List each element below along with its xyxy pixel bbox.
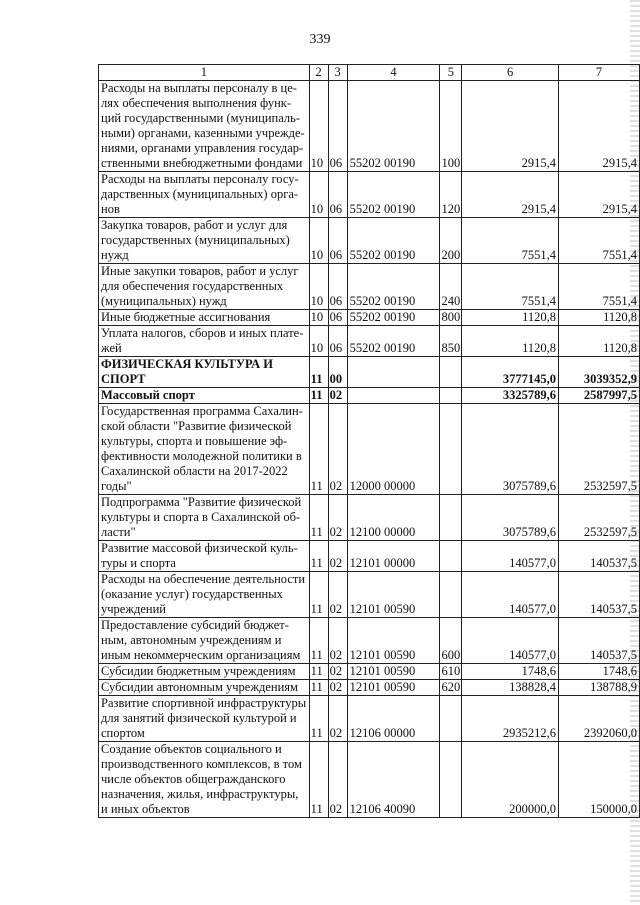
section-code-cell: 11 <box>309 680 328 696</box>
target-article-cell <box>347 357 440 388</box>
expense-type-cell: 200 <box>440 218 462 264</box>
page-number: 339 <box>309 32 331 47</box>
subsection-code-cell: 02 <box>328 388 347 404</box>
amount-2022-cell: 1120,8 <box>559 310 640 326</box>
amount-2021-cell: 200000,0 <box>462 742 559 818</box>
subsection-code-cell: 02 <box>328 664 347 680</box>
table-row <box>99 172 640 218</box>
amount-2022-cell: 1748,6 <box>559 664 640 680</box>
subsection-code-cell: 02 <box>328 680 347 696</box>
section-code-cell: 11 <box>309 664 328 680</box>
subsection-code-cell: 02 <box>328 742 347 818</box>
expense-type-cell: 800 <box>441 310 461 324</box>
amount-2021-cell: 138828,4 <box>462 680 559 696</box>
row-name-cell: Создание объектов социального и производственного комплексов, в том числе объектов общегражданского назначения, жилья, инфраструктуры, и иных объектов <box>99 742 310 818</box>
section-code-cell: 11 <box>309 404 328 495</box>
subsection-code-cell: 00 <box>328 357 347 388</box>
expense-type-cell: 850 <box>440 326 462 357</box>
amount-2021-cell: 1748,6 <box>462 664 559 680</box>
amount-2022-cell: 2915,4 <box>559 172 640 218</box>
amount-2021-cell: 3325789,6 <box>462 388 559 404</box>
expense-type-cell <box>440 696 462 742</box>
section-code-cell: 10 <box>309 81 328 172</box>
amount-2021-cell: 3075789,6 <box>462 495 559 541</box>
header-cell: 4 <box>347 65 440 81</box>
table-row <box>99 218 640 264</box>
row-name-cell: Иные бюджетные ассигнования <box>99 310 310 326</box>
table-row <box>99 618 640 664</box>
section-code-cell: 10 <box>309 264 328 310</box>
row-name-cell: Субсидии бюджетным учреждениям <box>99 664 310 680</box>
section-code-cell: 11 <box>309 696 328 742</box>
row-name-cell: Развитие массовой физической куль- туры и спорта <box>99 541 310 572</box>
amount-2021-cell: 3075789,6 <box>462 404 559 495</box>
expense-type-cell: 240 <box>440 264 462 310</box>
amount-2021-cell: 1120,8 <box>462 326 559 357</box>
amount-2022-cell: 2915,4 <box>559 81 640 172</box>
header-cell: 6 <box>462 65 559 81</box>
row-name-cell: Государственная программа Сахалин- ской области "Развитие физической культуры, спорта и повышение эф- фективности молодежной политики в Сахалинской области на 2017-2022 годы" <box>99 404 310 495</box>
table-row <box>99 388 640 404</box>
expense-type-cell <box>440 388 462 404</box>
target-article-cell: 55202 00190 <box>347 81 440 172</box>
table-row <box>99 541 640 572</box>
table-row <box>99 742 640 818</box>
section-code-cell: 10 <box>309 218 328 264</box>
section-code-cell: 10 <box>309 310 328 326</box>
row-name-cell: Расходы на выплаты персоналу госу- дарственных (муниципальных) орга- нов <box>99 172 310 218</box>
section-code-cell: 11 <box>309 618 328 664</box>
row-name-cell: Расходы на выплаты персоналу в це- лях обеспечения выполнения функ- ций государственными (муниципаль- ными) органами, казенными учрежде- ниями, органами управления государ- ственными внебюджетными фондами <box>99 81 310 172</box>
section-code-cell: 11 <box>309 388 328 404</box>
expense-type-cell: 620 <box>441 680 461 694</box>
target-article-cell: 12106 00000 <box>347 696 440 742</box>
expense-type-cell: 610 <box>441 664 461 678</box>
subsection-code-cell: 02 <box>328 541 347 572</box>
subsection-code-cell: 06 <box>328 310 347 326</box>
target-article-cell: 55202 00190 <box>347 172 440 218</box>
row-name-cell: Подпрограмма "Развитие физической культуры и спорта в Сахалинской об- ласти" <box>99 495 310 541</box>
target-article-cell: 12101 00000 <box>347 541 440 572</box>
subsection-code-cell: 06 <box>328 264 347 310</box>
amount-2022-cell: 140537,5 <box>559 572 640 618</box>
amount-2022-cell: 140537,5 <box>559 618 640 664</box>
table-row <box>99 357 640 388</box>
amount-2022-cell: 1120,8 <box>559 326 640 357</box>
amount-2021-cell: 3777145,0 <box>462 357 559 388</box>
row-name-cell: Закупка товаров, работ и услуг для государственных (муниципальных) нужд <box>99 218 310 264</box>
table-row <box>99 495 640 541</box>
target-article-cell: 12101 00590 <box>347 680 440 696</box>
table-row <box>99 572 640 618</box>
table-row <box>99 664 640 680</box>
target-article-cell: 55202 00190 <box>347 326 440 357</box>
expense-type-cell <box>440 742 462 818</box>
amount-2021-cell: 2915,4 <box>462 81 559 172</box>
subsection-code-cell: 02 <box>328 696 347 742</box>
amount-2021-cell: 2915,4 <box>462 172 559 218</box>
expense-type-cell <box>440 572 462 618</box>
amount-2021-cell: 140577,0 <box>462 541 559 572</box>
amount-2021-cell: 7551,4 <box>462 218 559 264</box>
expense-type-cell: 600 <box>440 618 462 664</box>
table-row <box>99 680 640 696</box>
row-name-cell: Иные закупки товаров, работ и услуг для обеспечения государственных (муниципальных) нужд <box>99 264 310 310</box>
amount-2022-cell: 150000,0 <box>559 742 640 818</box>
target-article-cell <box>347 388 440 404</box>
header-cell: 3 <box>328 65 347 81</box>
target-article-cell: 12100 00000 <box>347 495 440 541</box>
subsection-code-cell: 02 <box>328 618 347 664</box>
section-code-cell: 11 <box>309 572 328 618</box>
target-article-cell: 12106 40090 <box>347 742 440 818</box>
amount-2022-cell: 7551,4 <box>559 218 640 264</box>
table-row <box>99 326 640 357</box>
amount-2022-cell: 2532597,5 <box>559 404 640 495</box>
table-row <box>99 310 640 326</box>
target-article-cell: 12000 00000 <box>347 404 440 495</box>
row-name-cell: Развитие спортивной инфраструктуры для занятий физической культурой и спортом <box>99 696 310 742</box>
table-row <box>99 264 640 310</box>
table-header-row <box>99 65 640 81</box>
header-cell: 7 <box>559 65 640 81</box>
subsection-code-cell: 02 <box>328 404 347 495</box>
subsection-code-cell: 02 <box>328 495 347 541</box>
target-article-cell: 12101 00590 <box>347 664 440 680</box>
expense-type-cell <box>440 404 462 495</box>
amount-2022-cell: 3039352,9 <box>559 357 640 388</box>
expense-type-cell <box>440 495 462 541</box>
header-cell: 1 <box>99 65 310 81</box>
subsection-code-cell: 06 <box>328 326 347 357</box>
amount-2022-cell: 2392060,0 <box>559 696 640 742</box>
subsection-code-cell: 06 <box>328 218 347 264</box>
target-article-cell: 55202 00190 <box>347 218 440 264</box>
row-name-cell: Субсидии автономным учреждениям <box>99 680 310 696</box>
expense-type-cell <box>440 357 462 388</box>
section-code-cell: 10 <box>309 326 328 357</box>
section-code-cell: 11 <box>309 495 328 541</box>
amount-2022-cell: 2587997,5 <box>559 388 640 404</box>
budget-table <box>98 64 640 818</box>
subsection-code-cell: 06 <box>328 81 347 172</box>
expense-type-cell: 120 <box>440 172 462 218</box>
target-article-cell: 12101 00590 <box>347 572 440 618</box>
row-name-cell: Предоставление субсидий бюджет- ным, автономным учреждениям и иным некоммерческим организациям <box>99 618 310 664</box>
target-article-cell: 12101 00590 <box>347 618 440 664</box>
amount-2021-cell: 7551,4 <box>462 264 559 310</box>
amount-2022-cell: 140537,5 <box>559 541 640 572</box>
amount-2022-cell: 2532597,5 <box>559 495 640 541</box>
amount-2022-cell: 7551,4 <box>559 264 640 310</box>
amount-2021-cell: 140577,0 <box>462 618 559 664</box>
table-row <box>99 81 640 172</box>
table-row <box>99 404 640 495</box>
target-article-cell: 55202 00190 <box>347 310 440 326</box>
subsection-code-cell: 06 <box>328 172 347 218</box>
amount-2021-cell: 1120,8 <box>462 310 559 326</box>
expense-type-cell: 100 <box>440 81 462 172</box>
row-name-cell: ФИЗИЧЕСКАЯ КУЛЬТУРА И СПОРТ <box>99 357 310 388</box>
amount-2022-cell: 138788,9 <box>559 680 640 696</box>
section-code-cell: 11 <box>309 742 328 818</box>
row-name-cell: Расходы на обеспечение деятельности (оказание услуг) государственных учреждений <box>99 572 310 618</box>
amount-2021-cell: 140577,0 <box>462 572 559 618</box>
target-article-cell: 55202 00190 <box>347 264 440 310</box>
section-code-cell: 10 <box>309 172 328 218</box>
section-code-cell: 11 <box>309 541 328 572</box>
row-name-cell: Массовый спорт <box>99 388 310 404</box>
header-cell: 5 <box>440 65 462 81</box>
subsection-code-cell: 02 <box>328 572 347 618</box>
expense-type-cell <box>440 541 462 572</box>
amount-2021-cell: 2935212,6 <box>462 696 559 742</box>
table-row <box>99 696 640 742</box>
header-cell: 2 <box>309 65 328 81</box>
row-name-cell: Уплата налогов, сборов и иных плате- жей <box>99 326 310 357</box>
section-code-cell: 11 <box>309 357 328 388</box>
